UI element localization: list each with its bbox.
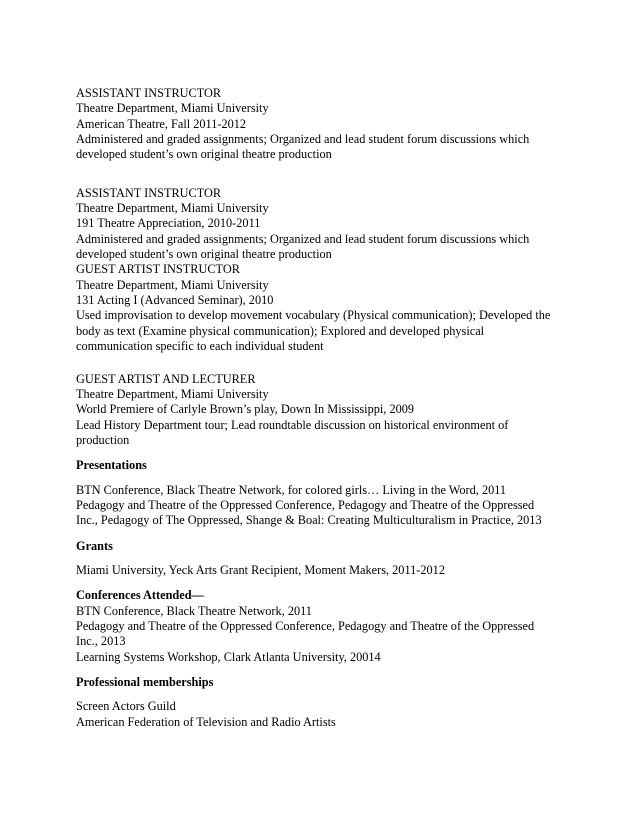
experience-block-guest-artist-lecturer: [76, 372, 576, 449]
description-line: Administered and graded assignments; Organized and lead student forum discussions which: [76, 231, 530, 246]
job-title: ASSISTANT INSTRUCTOR: [76, 185, 222, 200]
experience-block-assistant-instructor-2010: [76, 186, 576, 355]
list-item: Inc., Pedagogy of The Oppressed, Shange & Boal: Creating Multiculturalism in Practice, 2013: [76, 513, 542, 528]
department: Theatre Department, Miami University: [76, 101, 269, 116]
list-item: Pedagogy and Theatre of the Oppressed Conference, Pedagogy and Theatre of the Oppressed: [76, 618, 535, 633]
experience-block-assistant-instructor-2011: [76, 86, 576, 163]
list-item: American Federation of Television and Radio Artists: [76, 714, 336, 729]
list-item: Learning Systems Workshop, Clark Atlanta University, 20014: [76, 649, 381, 664]
description-line: communication specific to each individual student: [76, 339, 324, 354]
description-line: developed student’s own original theatre production: [76, 247, 332, 262]
description-line: Used improvisation to develop movement vocabulary (Physical communication); Developed the: [76, 308, 551, 323]
department: Theatre Department, Miami University: [76, 277, 269, 292]
course: 131 Acting I (Advanced Seminar), 2010: [76, 293, 274, 308]
spacer: [76, 665, 576, 675]
section-professional-memberships: [76, 675, 576, 730]
course: American Theatre, Fall 2011-2012: [76, 116, 247, 131]
spacer: [76, 529, 576, 539]
description-line: body as text (Examine physical communication); Explored and developed physical: [76, 323, 485, 338]
job-title: GUEST ARTIST AND LECTURER: [76, 371, 256, 386]
production: World Premiere of Carlyle Brown’s play, Down In Mississippi, 2009: [76, 402, 415, 417]
spacer: [76, 690, 576, 699]
list-item: Inc., 2013: [76, 634, 126, 649]
description-line: Lead History Department tour; Lead roundtable discussion on historical environment of: [76, 417, 509, 432]
section-grants: [76, 539, 576, 579]
job-title: ASSISTANT INSTRUCTOR: [76, 86, 222, 100]
description-line: developed student’s own original theatre production: [76, 147, 332, 162]
spacer: [76, 355, 576, 372]
spacer: [76, 474, 576, 483]
resume-page: [76, 86, 576, 730]
list-item: Screen Actors Guild: [76, 699, 176, 714]
job-title: GUEST ARTIST INSTRUCTOR: [76, 262, 240, 277]
section-heading: Presentations: [76, 458, 147, 473]
section-heading: Grants: [76, 538, 113, 553]
department: Theatre Department, Miami University: [76, 201, 269, 216]
section-heading: Professional memberships: [76, 675, 214, 689]
description-line: production: [76, 432, 130, 447]
list-item: Miami University, Yeck Arts Grant Recipient, Moment Makers, 2011-2012: [76, 562, 445, 577]
section-conferences-attended: [76, 588, 576, 665]
department: Theatre Department, Miami University: [76, 386, 269, 401]
spacer: [76, 578, 576, 588]
spacer: [76, 163, 576, 186]
list-item: Pedagogy and Theatre of the Oppressed Conference, Pedagogy and Theatre of the Oppressed: [76, 497, 535, 512]
list-item: BTN Conference, Black Theatre Network, 2011: [76, 603, 312, 618]
section-presentations: [76, 458, 576, 528]
spacer: [76, 448, 576, 458]
section-heading: Conferences Attended—: [76, 588, 204, 603]
spacer: [76, 554, 576, 563]
list-item: BTN Conference, Black Theatre Network, for colored girls… Living in the Word, 2011: [76, 482, 507, 497]
course: 191 Theatre Appreciation, 2010-2011: [76, 216, 261, 231]
description-line: Administered and graded assignments; Organized and lead student forum discussions which: [76, 132, 530, 147]
